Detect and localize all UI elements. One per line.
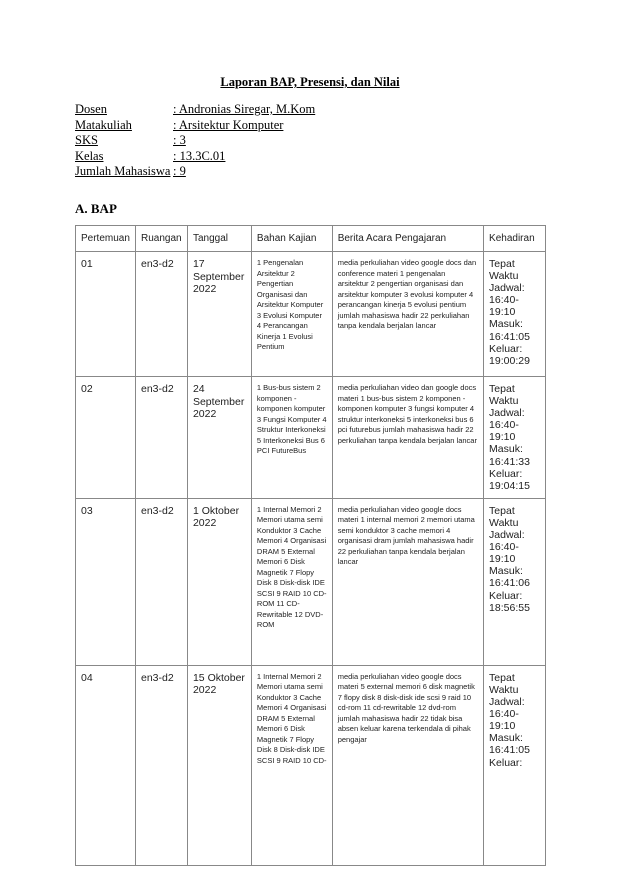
table-row (76, 498, 546, 665)
table-row (76, 377, 546, 499)
info-value: : Andronias Siregar, M.Kom (173, 102, 316, 116)
info-value: : Arsitektur Komputer (173, 117, 284, 132)
cell-pertemuan: 02 (76, 377, 136, 499)
cell-ruangan: en3-d2 (135, 252, 187, 377)
cell-ruangan: en3-d2 (135, 377, 187, 499)
cell-tanggal: 1 Oktober 2022 (187, 498, 251, 665)
cell-tanggal: 17 September 2022 (187, 252, 251, 377)
bap-table (75, 225, 546, 866)
info-value: : 9 (173, 164, 186, 178)
info-label: Jumlah Mahasiswa (75, 164, 171, 178)
info-label: Dosen (75, 102, 107, 116)
header-berita-acara: Berita Acara Pengajaran (332, 226, 483, 252)
cell-kehadiran: Tepat Waktu Jadwal: 16:40- 19:10 Masuk: 16:41:05 Keluar: 19:00:29 (484, 252, 546, 377)
info-label: Kelas (75, 148, 104, 163)
cell-ruangan: en3-d2 (135, 665, 187, 865)
cell-bahan-kajian: 1 Bus-bus sistem 2 komponen - komponen komputer 3 Fungsi Komputer 4 Struktur Interkoneksi 5 Interkoneksi Bus 6 PCI FutureBus (251, 377, 332, 499)
table-header-row (76, 226, 546, 252)
cell-tanggal: 15 Oktober 2022 (187, 665, 251, 865)
info-label: SKS (75, 133, 98, 147)
cell-bahan-kajian: 1 Internal Memori 2 Memori utama semi Konduktor 3 Cache Memori 4 Organisasi DRAM 5 External Memori 6 Disk Magnetik 7 Flopy Disk 8 Disk-disk IDE SCSI 9 RAID 10 CD- (251, 665, 332, 865)
cell-pertemuan: 04 (76, 665, 136, 865)
cell-pertemuan: 01 (76, 252, 136, 377)
info-row-dosen (75, 102, 315, 118)
info-row-matakuliah (75, 118, 315, 134)
table-row (76, 252, 546, 377)
info-row-kelas (75, 149, 315, 165)
cell-kehadiran: Tepat Waktu Jadwal: 16:40- 19:10 Masuk: 16:41:05 Keluar: (484, 665, 546, 865)
header-tanggal: Tanggal (187, 226, 251, 252)
cell-kehadiran: Tepat Waktu Jadwal: 16:40- 19:10 Masuk: 16:41:33 Keluar: 19:04:15 (484, 377, 546, 499)
cell-tanggal: 24 September 2022 (187, 377, 251, 499)
cell-berita-acara: media perkuliahan video google docs dan conference materi 1 pengenalan arsitektur 2 pengertian organisasi dan arsitektur komputer 3 evolusi komputer 4 perancangan kinerja 5 evolusi pentium jumlah mahasiswa hadir 22 perkuliahan tanpa kendala berjalan lancar (332, 252, 483, 377)
cell-bahan-kajian: 1 Pengenalan Arsitektur 2 Pengertian Organisasi dan Arsitektur Komputer 3 Evolusi Komputer 4 Perancangan Kinerja 1 Evolusi Pentium (251, 252, 332, 377)
info-row-sks (75, 133, 315, 149)
info-row-jumlah-mahasiswa (75, 164, 315, 180)
cell-berita-acara: media perkuliahan video google docs materi 1 internal memori 2 memori utama semi konduktor 3 cache memori 4 organisasi dram jumlah mahasiswa hadir 22 perkuliahan tanpa kendala berjalan lancar (332, 498, 483, 665)
cell-ruangan: en3-d2 (135, 498, 187, 665)
cell-kehadiran: Tepat Waktu Jadwal: 16:40- 19:10 Masuk: 16:41:06 Keluar: 18:56:55 (484, 498, 546, 665)
info-label: Matakuliah (75, 117, 132, 132)
cell-berita-acara: media perkuliahan video dan google docs materi 1 bus-bus sistem 2 komponen - komponen komputer 3 fungsi komputer 4 struktur interkoneksi 5 interkoneksi bus 6 pci futurebus jumlah mahasiswa hadir 22 perkuliahan tanpa kendala berjalan lancar (332, 377, 483, 499)
bap-table-container (75, 225, 546, 877)
course-info (75, 102, 315, 180)
header-bahan-kajian: Bahan Kajian (251, 226, 332, 252)
section-title-bap: A. BAP (75, 201, 117, 216)
cell-bahan-kajian: 1 Internal Memori 2 Memori utama semi Konduktor 3 Cache Memori 4 Organisasi DRAM 5 External Memori 6 Disk Magnetik 7 Flopy Disk 8 Disk-disk IDE SCSI 9 RAID 10 CD-ROM 11 CD-Rewritable 12 DVD-ROM (251, 498, 332, 665)
report-title: Laporan BAP, Presensi, dan Nilai (220, 75, 400, 89)
header-kehadiran: Kehadiran (484, 226, 546, 252)
cell-pertemuan: 03 (76, 498, 136, 665)
info-value: : 3 (173, 133, 186, 147)
cell-berita-acara: media perkuliahan video google docs materi 5 external memori 6 disk magnetik 7 flopy disk 8 disk-disk ide scsi 9 raid 10 cd-rom 11 cd-rewritable 12 dvd-rom jumlah mahasiswa hadir 22 tidak bisa absen keluar karena terkendala di pihak pengajar (332, 665, 483, 865)
info-value: : 13.3C.01 (173, 148, 226, 163)
header-pertemuan: Pertemuan (76, 226, 136, 252)
table-row (76, 665, 546, 865)
header-ruangan: Ruangan (135, 226, 187, 252)
